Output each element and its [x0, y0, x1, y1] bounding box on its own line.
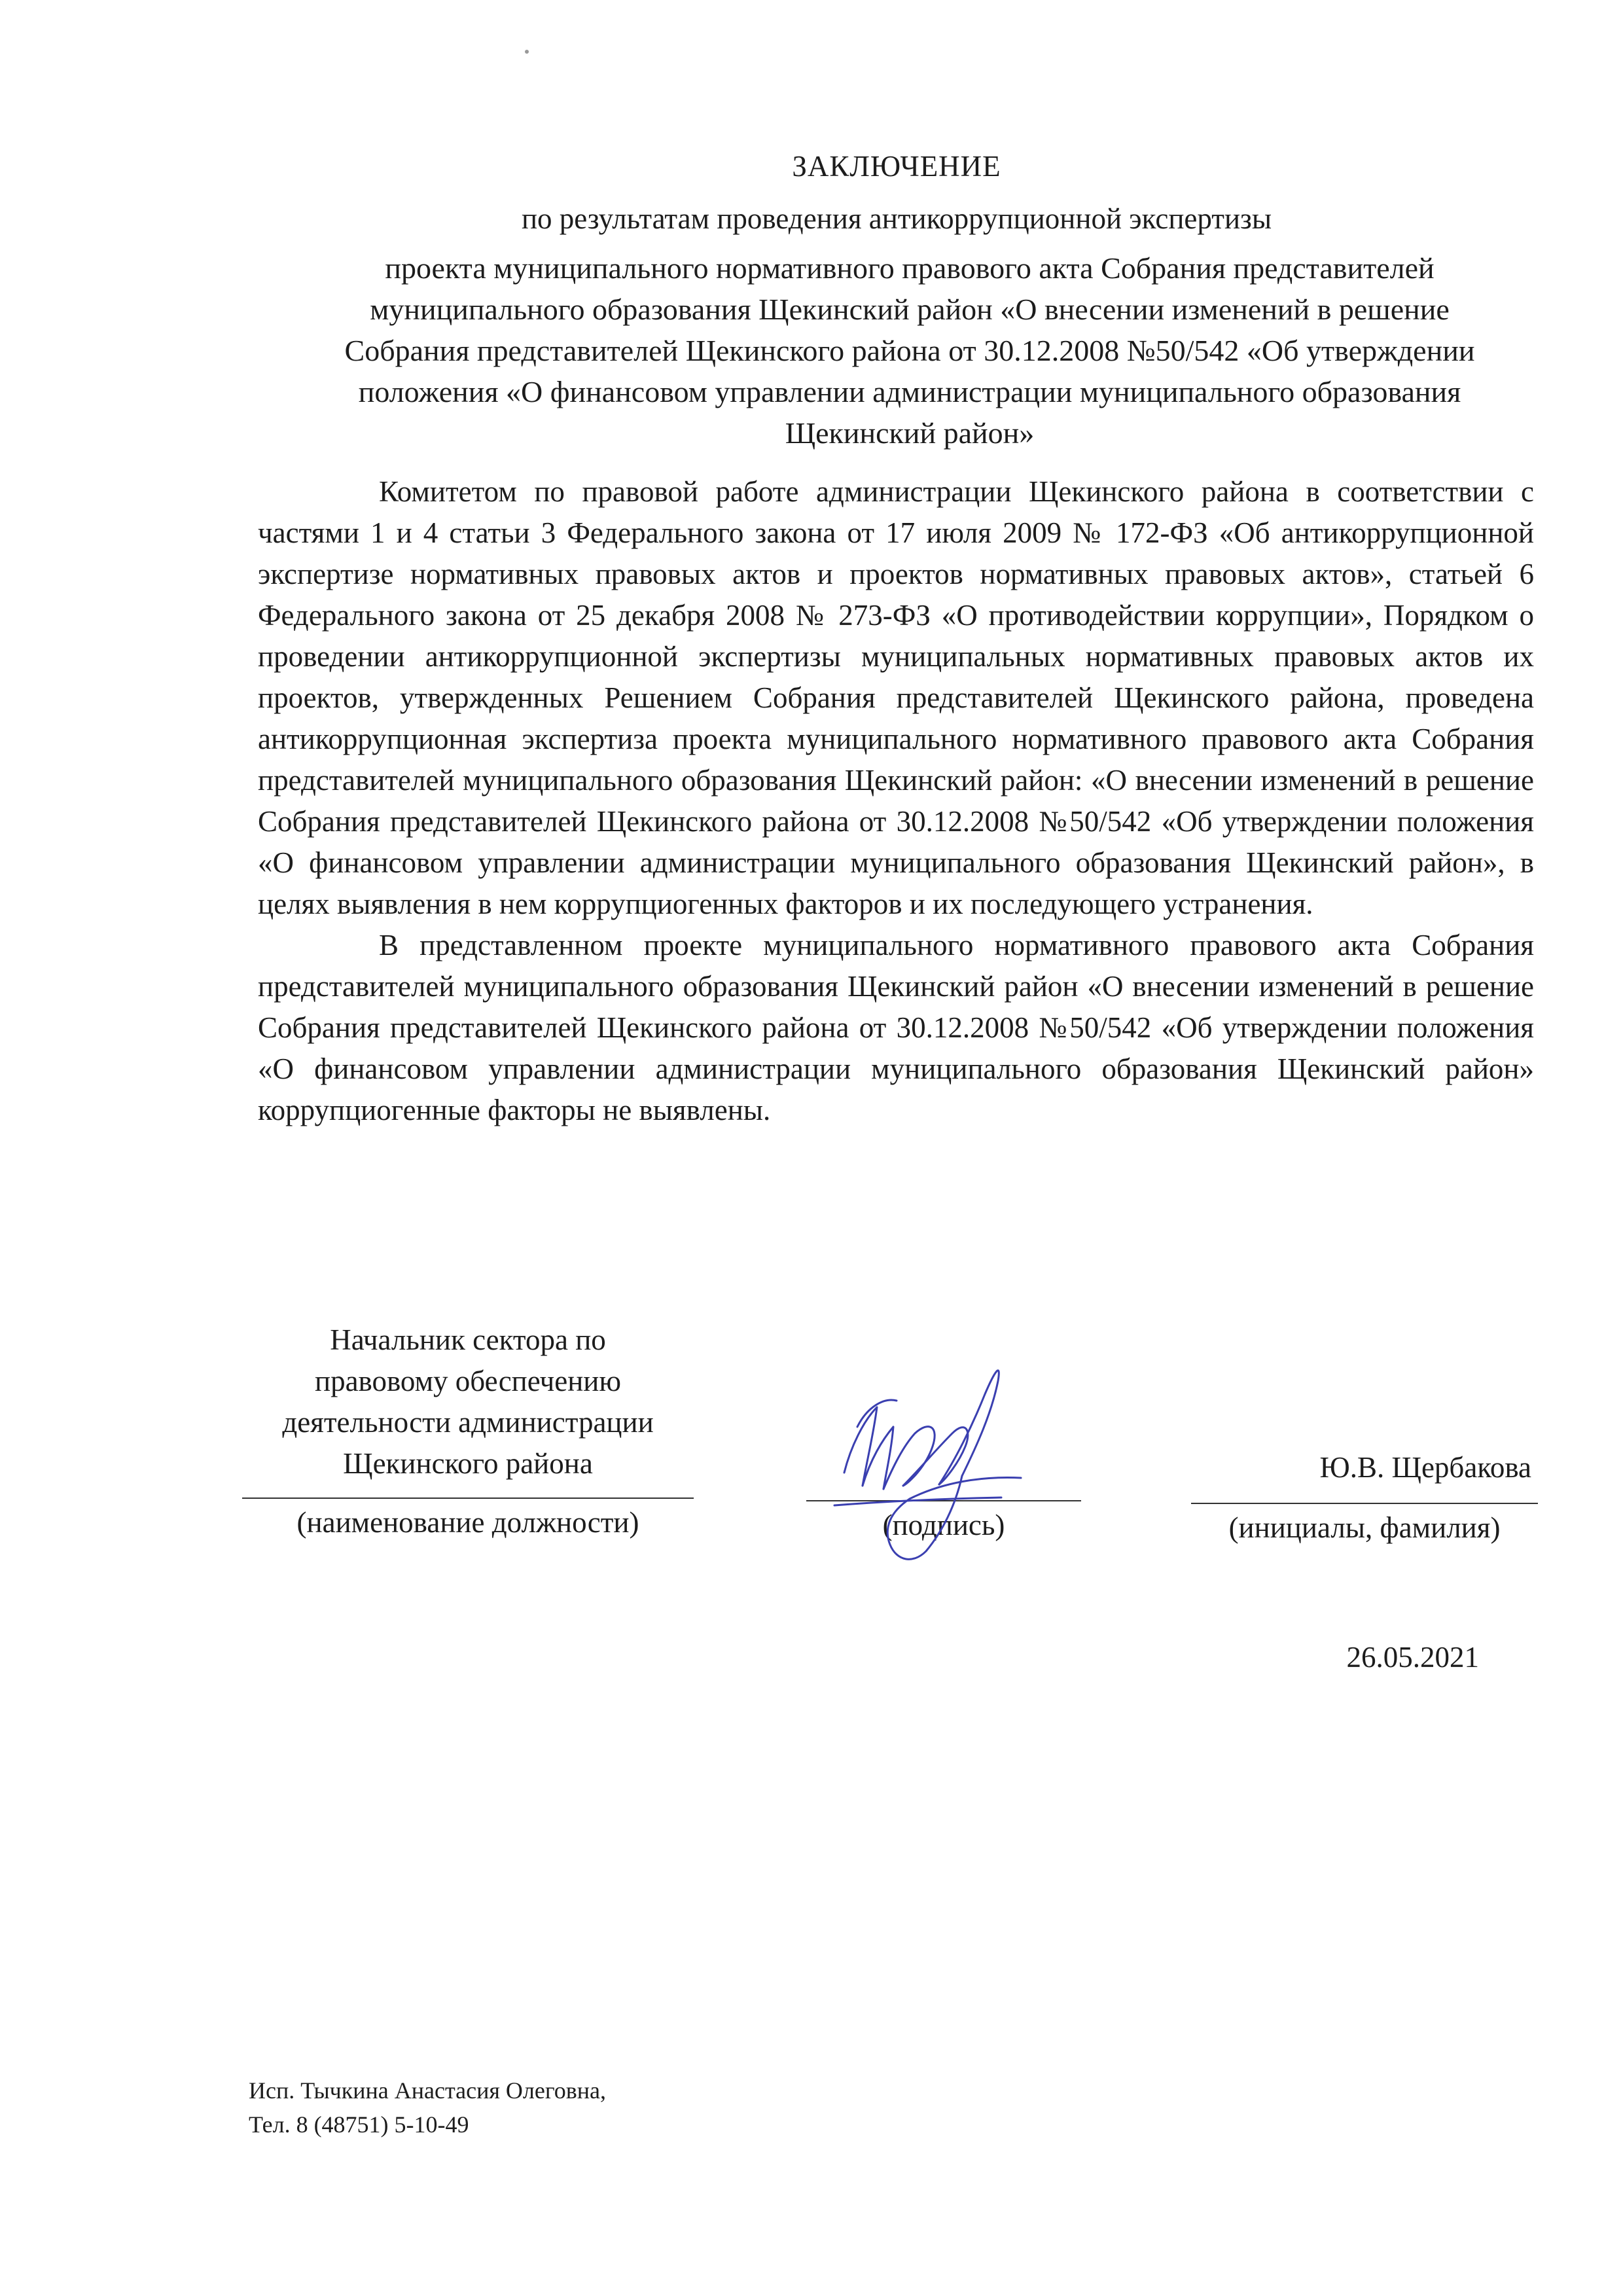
signature-caption: (подпись) [882, 1509, 1005, 1541]
executor-phone: Тел. 8 (48751) 5-10-49 [249, 2111, 469, 2138]
position-title [242, 1319, 694, 1484]
position-line: правовому обеспечению [315, 1365, 621, 1397]
position-underline [242, 1498, 694, 1499]
name-caption: (инициалы, фамилия) [1228, 1511, 1501, 1544]
position-line: деятельности администрации [282, 1406, 654, 1439]
body-paragraph: Комитетом по правовой работе администрации Щекинского района в соответствии с частями 1 и 4 статьи 3 Федерального закона от 17 июля 2009 № 172-ФЗ «Об антикоррупционной экспертизе нормативных правовых актов и проектов нормативных правовых актов», статьей 6 Федерального закона от 25 декабря 2008 № 273-ФЗ «О противодействии коррупции», Порядком о проведении антикоррупционной экспертизы муниципальных нормативных правовых актов их проектов, утвержденных Решением Собрания представителей Щекинского района, проведена антикоррупционная экспертиза проекта муниципального нормативного правового акта Собрания представителей муниципального образования Щекинский район: «О внесении изменений в решение Собрания представителей Щекинского района от 30.12.2008 №50/542 «Об утверждении положения «О финансовом управлении администрации муниципального образования Щекинский район», в целях выявления в нем коррупциогенных факторов и их последующего устранения. [258, 475, 1534, 920]
project-line: положения «О финансовом управлении администрации муниципального образования [358, 375, 1461, 408]
handwritten-signature [805, 1335, 1080, 1584]
project-line: муниципального образования Щекинский район «О внесении изменений в решение [370, 293, 1450, 326]
executor-info [249, 2073, 838, 2142]
document-body [258, 471, 1534, 1131]
project-title [275, 247, 1544, 454]
document-subtitle: по результатам проведения антикоррупционной экспертизы [521, 202, 1272, 235]
scan-speck [525, 50, 529, 54]
body-paragraph: В представленном проекте муниципального нормативного правового акта Собрания представителей муниципального образования Щекинский район «О внесении изменений в решение Собрания представителей Щекинского района от 30.12.2008 №50/542 «Об утверждении положения «О финансовом управлении администрации муниципального образования Щекинский район» коррупциогенные факторы не выявлены. [258, 929, 1534, 1126]
executor-name: Исп. Тычкина Анастасия Олеговна, [249, 2077, 606, 2104]
project-line: проекта муниципального нормативного правового акта Собрания представителей [385, 251, 1435, 285]
project-line: Щекинский район» [785, 416, 1035, 450]
position-caption: (наименование должности) [296, 1506, 639, 1539]
name-underline [1191, 1503, 1538, 1504]
position-line: Щекинского района [343, 1447, 593, 1480]
document-title: ЗАКЛЮЧЕНИЕ [792, 150, 1001, 183]
document-date: 26.05.2021 [1346, 1641, 1479, 1674]
signer-name: Ю.В. Щербакова [1319, 1451, 1531, 1484]
position-line: Начальник сектора по [330, 1323, 606, 1356]
project-line: Собрания представителей Щекинского района от 30.12.2008 №50/542 «Об утверждении [344, 334, 1475, 367]
